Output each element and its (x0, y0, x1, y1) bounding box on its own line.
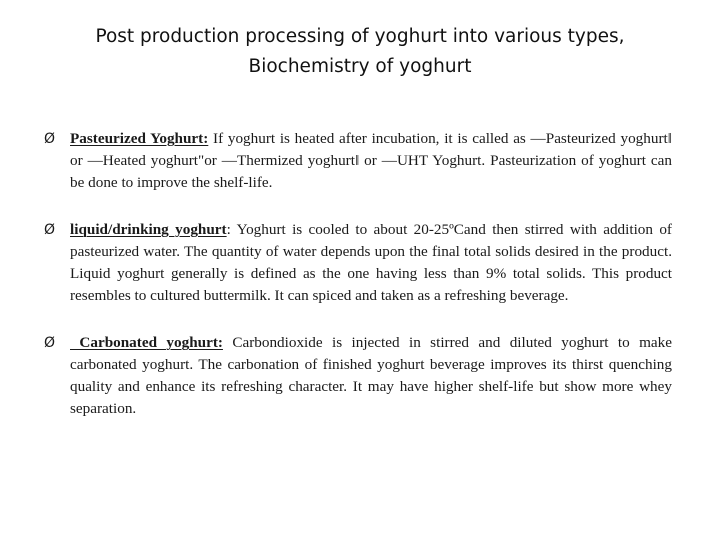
arrow-bullet-icon: Ø (44, 222, 56, 238)
bullet-term: Carbonated yoghurt: (70, 334, 223, 351)
slide-title-line-2: Biochemistry of yoghurt (248, 56, 472, 77)
arrow-bullet-icon: Ø (44, 335, 56, 351)
bullet-term: liquid/drinking yoghurt (70, 221, 227, 238)
bullet-item-carbonated-yoghurt (44, 332, 672, 420)
slide-title (40, 22, 680, 82)
slide-title-line-1: Post production processing of yoghurt into various types, (95, 26, 625, 47)
bullet-text: Carbondioxide is injected in stirred and diluted yoghurt to make carbonated yoghurt. The carbonation of finished yoghurt beverage improves its thirst quenching quality and enhance its refreshing character. It may have higher shelf-life but show more whey separation. (70, 334, 672, 417)
bullet-list (44, 128, 672, 420)
bullet-text: If yoghurt is heated after incubation, it is called as —Pasteurized yoghurt‖ or —Heated yoghurt"or —Thermized yoghurt‖ or —UHT Yoghurt. Pasteurization of yoghurt can be done to improve the shelf-life. (70, 130, 672, 191)
bullet-text: : Yoghurt is cooled to about 20-25ºCand then stirred with addition of pasteurized water. The quantity of water depends upon the final total solids desired in the product. Liquid yoghurt generally is defined as the one having less than 9% total solids. This product resembles to cultured buttermilk. It can spiced and taken as a refreshing beverage. (70, 221, 672, 304)
arrow-bullet-icon: Ø (44, 131, 56, 147)
bullet-term: Pasteurized Yoghurt: (70, 130, 209, 147)
bullet-item-liquid-drinking-yoghurt (44, 219, 672, 307)
bullet-item-pasteurized-yoghurt (44, 128, 672, 194)
